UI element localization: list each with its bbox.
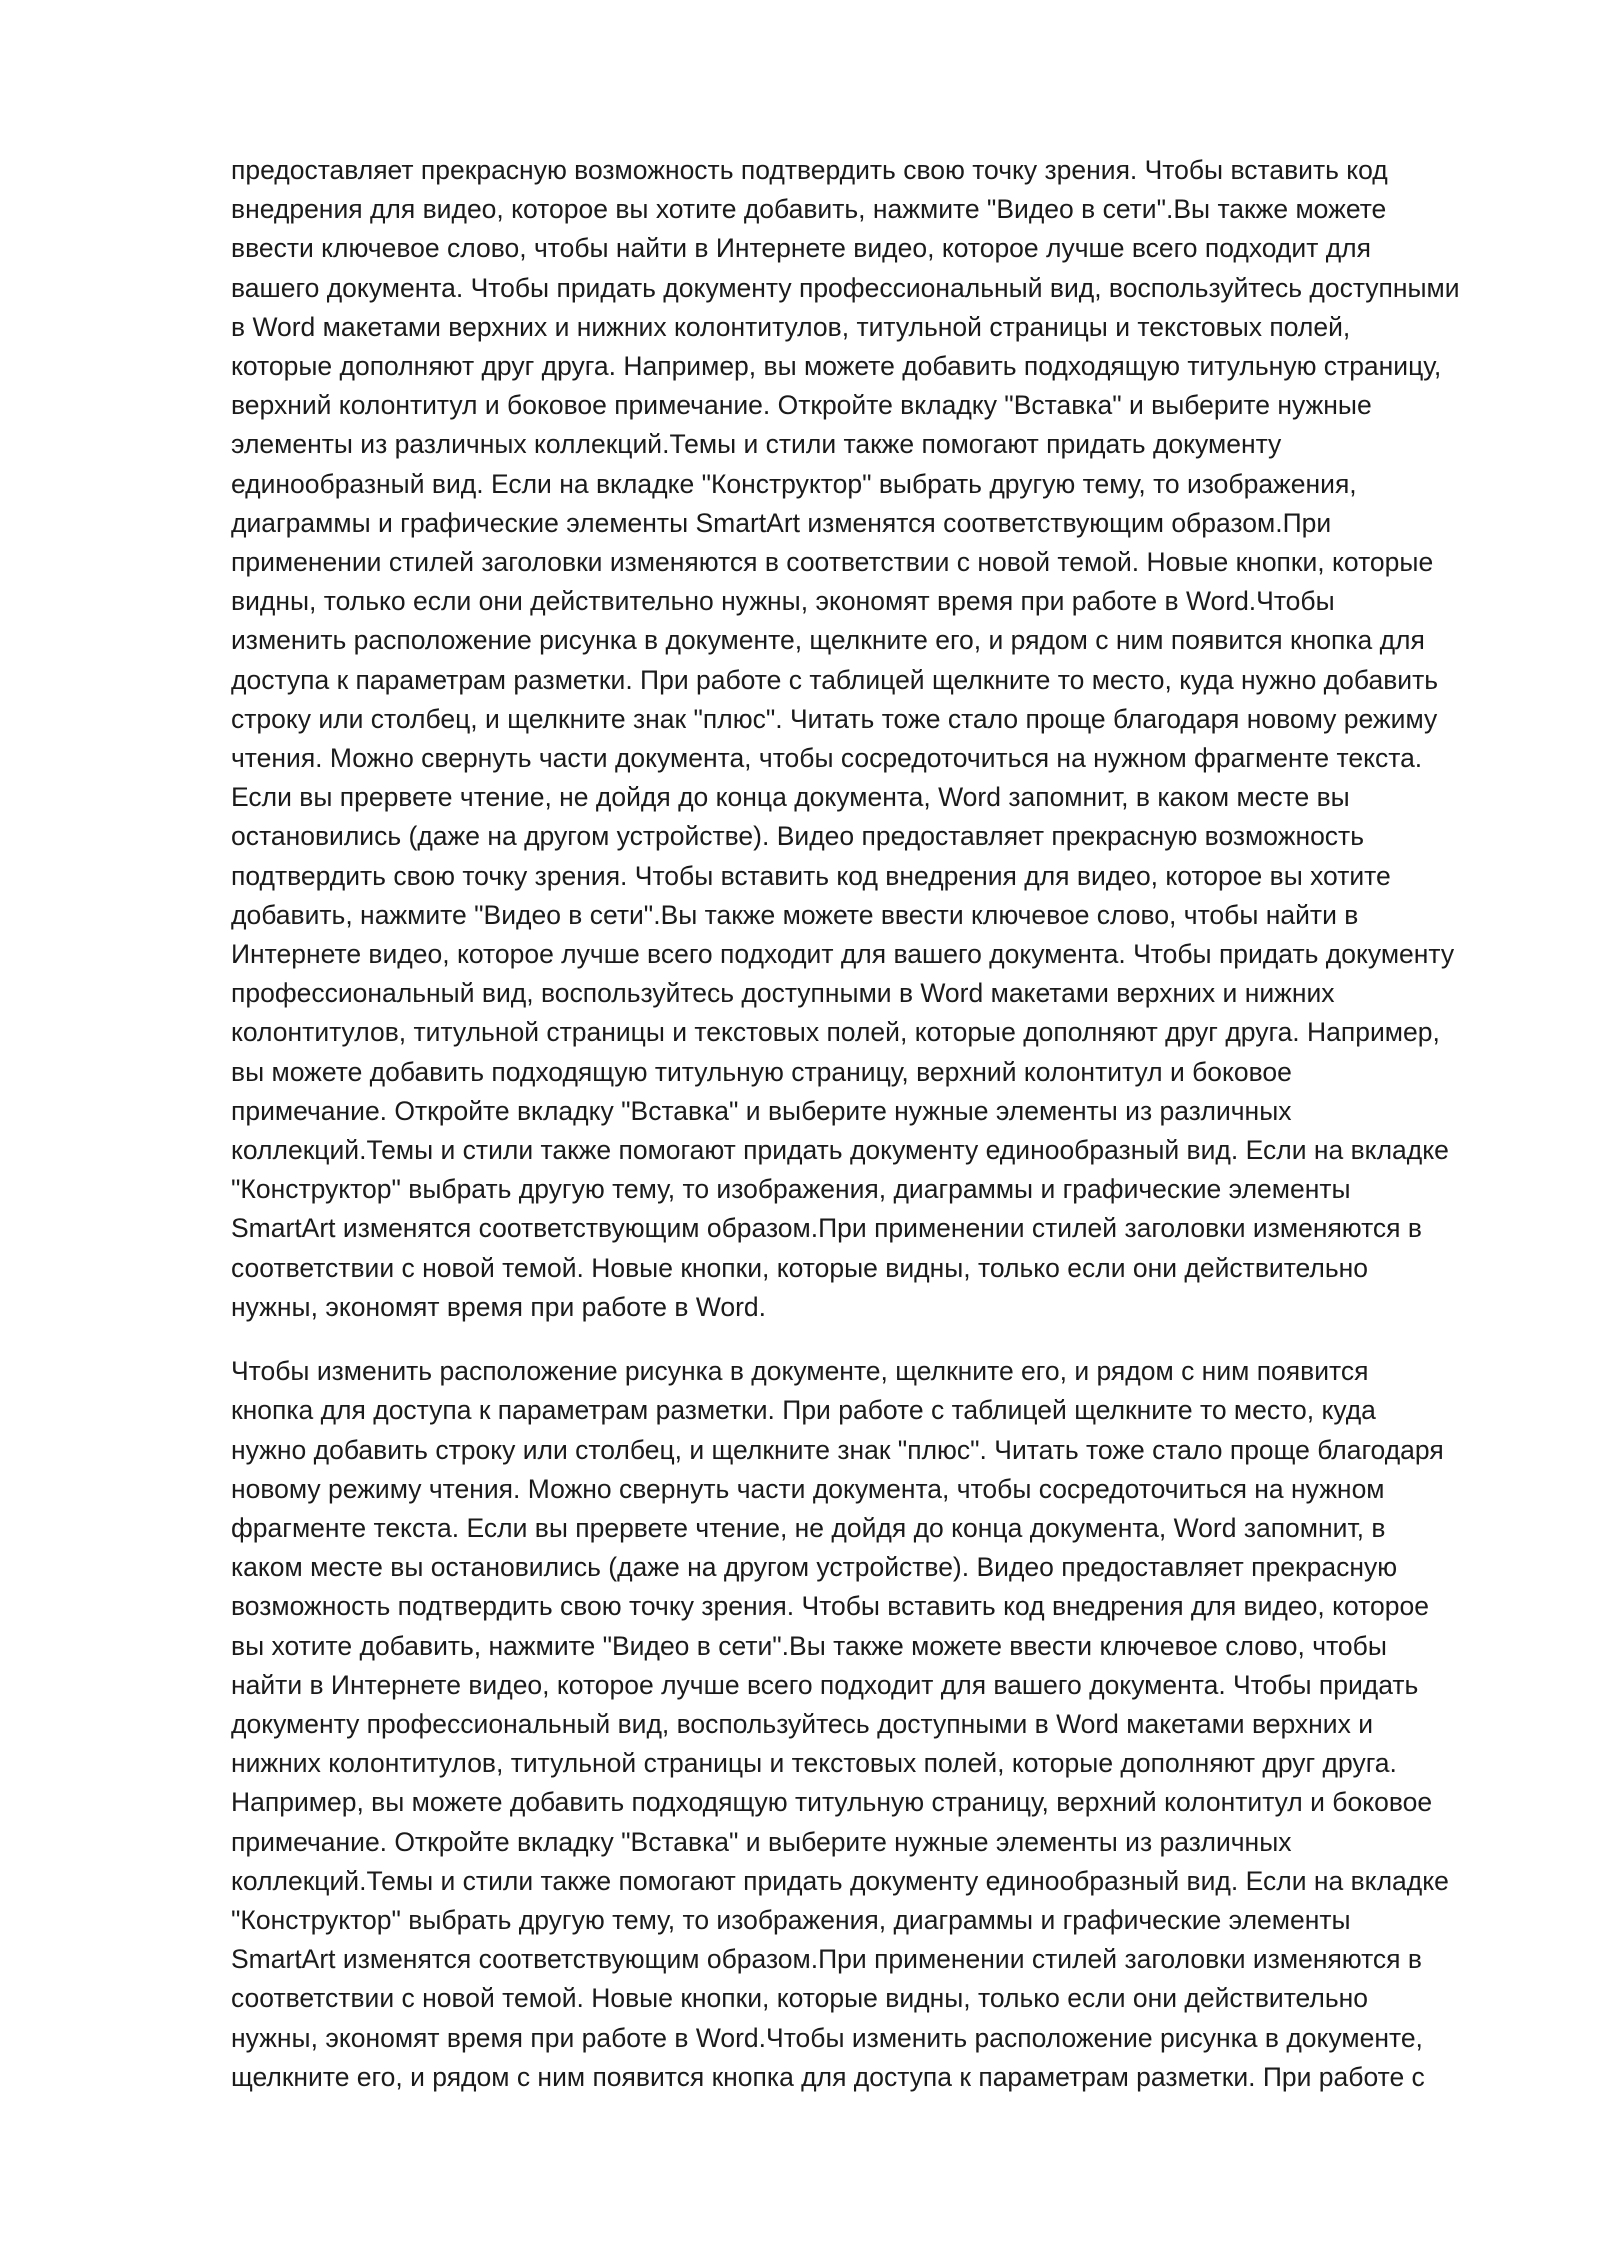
text-line: остановились (даже на другом устройстве). Видео предоставляет прекрасную возможность: [231, 821, 1365, 852]
text-line: Чтобы изменить расположение рисунка в документе, щелкните его, и рядом с ним появится: [231, 1356, 1369, 1387]
paragraph-1: [231, 151, 1506, 1327]
text-line: колонтитулов, титульной страницы и текстовых полей, которые дополняют друг друга. Например,: [231, 1017, 1440, 1048]
text-line: доступа к параметрам разметки. При работе с таблицей щелкните то место, куда нужно добавить: [231, 664, 1439, 695]
text-line: элементы из различных коллекций.Темы и стили также помогают придать документу: [231, 429, 1282, 460]
text-line: "Конструктор" выбрать другую тему, то изображения, диаграммы и графические элементы: [231, 1904, 1351, 1935]
text-line: SmartArt изменятся соответствующим образом.При применении стилей заголовки изменяются в: [231, 1944, 1422, 1975]
text-line: нужны, экономят время при работе в Word.Чтобы изменить расположение рисунка в документе,: [231, 2022, 1423, 2053]
text-line: строку или столбец, и щелкните знак "плюс". Читать тоже стало проще благодаря новому режиму: [231, 703, 1438, 734]
text-line: нужно добавить строку или столбец, и щелкните знак "плюс". Читать тоже стало проще благодаря: [231, 1434, 1444, 1465]
text-line: соответствии с новой темой. Новые кнопки, которые видны, только если они действительно: [231, 1252, 1369, 1283]
text-line: подтвердить свою точку зрения. Чтобы вставить код внедрения для видео, которое вы хотите: [231, 860, 1391, 891]
text-line: нужны, экономят время при работе в Word.: [231, 1291, 767, 1322]
text-line: каком месте вы остановились (даже на другом устройстве). Видео предоставляет прекрасную: [231, 1552, 1398, 1583]
text-line: SmartArt изменятся соответствующим образом.При применении стилей заголовки изменяются в: [231, 1213, 1422, 1244]
text-line: Интернете видео, которое лучше всего подходит для вашего документа. Чтобы придать документу: [231, 939, 1455, 970]
paragraph-2: [231, 1352, 1506, 2097]
text-line: чтения. Можно свернуть части документа, чтобы сосредоточиться на нужном фрагменте текста.: [231, 743, 1423, 774]
text-line: ввести ключевое слово, чтобы найти в Интернете видео, которое лучше всего подходит для: [231, 233, 1371, 264]
text-line: возможность подтвердить свою точку зрения. Чтобы вставить код внедрения для видео, которое: [231, 1591, 1429, 1622]
text-line: Например, вы можете добавить подходящую титульную страницу, верхний колонтитул и боковое: [231, 1787, 1433, 1818]
text-line: применении стилей заголовки изменяются в соответствии с новой темой. Новые кнопки, которые: [231, 547, 1434, 578]
text-line: внедрения для видео, которое вы хотите добавить, нажмите "Видео в сети".Вы также можете: [231, 194, 1387, 225]
text-line: нижних колонтитулов, титульной страницы и текстовых полей, которые дополняют друг друга.: [231, 1748, 1397, 1779]
document-body: [231, 151, 1506, 2097]
text-line: видны, только если они действительно нужны, экономят время при работе в Word.Чтобы: [231, 586, 1335, 617]
text-line: единообразный вид. Если на вкладке "Конструктор" выбрать другую тему, то изображения,: [231, 468, 1357, 499]
text-line: предоставляет прекрасную возможность подтвердить свою точку зрения. Чтобы вставить код: [231, 155, 1388, 185]
text-line: Если вы прервете чтение, не дойдя до конца документа, Word запомнит, в каком месте вы: [231, 782, 1350, 813]
text-line: кнопка для доступа к параметрам разметки. При работе с таблицей щелкните то место, куда: [231, 1395, 1376, 1426]
text-line: документу профессиональный вид, воспользуйтесь доступными в Word макетами верхних и: [231, 1708, 1374, 1739]
text-line: в Word макетами верхних и нижних колонтитулов, титульной страницы и текстовых полей,: [231, 311, 1351, 342]
text-line: изменить расположение рисунка в документе, щелкните его, и рядом с ним появится кнопка для: [231, 625, 1425, 656]
text-line: вы хотите добавить, нажмите "Видео в сети".Вы также можете ввести ключевое слово, чтобы: [231, 1630, 1387, 1661]
text-line: профессиональный вид, воспользуйтесь доступными в Word макетами верхних и нижних: [231, 978, 1335, 1009]
text-line: которые дополняют друг друга. Например, вы можете добавить подходящую титульную страницу,: [231, 351, 1442, 382]
text-line: найти в Интернете видео, которое лучше всего подходит для вашего документа. Чтобы придать: [231, 1669, 1419, 1700]
text-line: коллекций.Темы и стили также помогают придать документу единообразный вид. Если на вкладке: [231, 1135, 1449, 1166]
text-line: новому режиму чтения. Можно свернуть части документа, чтобы сосредоточиться на нужном: [231, 1473, 1385, 1504]
text-line: добавить, нажмите "Видео в сети".Вы также можете ввести ключевое слово, чтобы найти в: [231, 899, 1359, 930]
text-line: диаграммы и графические элементы SmartArt изменятся соответствующим образом.При: [231, 507, 1332, 538]
text-line: соответствии с новой темой. Новые кнопки, которые видны, только если они действительно: [231, 1983, 1369, 2014]
text-line: вашего документа. Чтобы придать документу профессиональный вид, воспользуйтесь доступными: [231, 272, 1460, 303]
text-line: "Конструктор" выбрать другую тему, то изображения, диаграммы и графические элементы: [231, 1174, 1351, 1205]
text-line: фрагменте текста. Если вы прервете чтение, не дойдя до конца документа, Word запомнит, в: [231, 1512, 1386, 1543]
text-line: примечание. Откройте вкладку "Вставка" и выберите нужные элементы из различных: [231, 1095, 1292, 1126]
text-line: верхний колонтитул и боковое примечание. Откройте вкладку "Вставка" и выберите нужные: [231, 390, 1372, 421]
text-line: примечание. Откройте вкладку "Вставка" и выберите нужные элементы из различных: [231, 1826, 1292, 1857]
text-line: вы можете добавить подходящую титульную страницу, верхний колонтитул и боковое: [231, 1056, 1292, 1087]
text-line: коллекций.Темы и стили также помогают придать документу единообразный вид. Если на вкладке: [231, 1865, 1449, 1896]
text-line: щелкните его, и рядом с ним появится кнопка для доступа к параметрам разметки. При работе с: [231, 2061, 1425, 2092]
